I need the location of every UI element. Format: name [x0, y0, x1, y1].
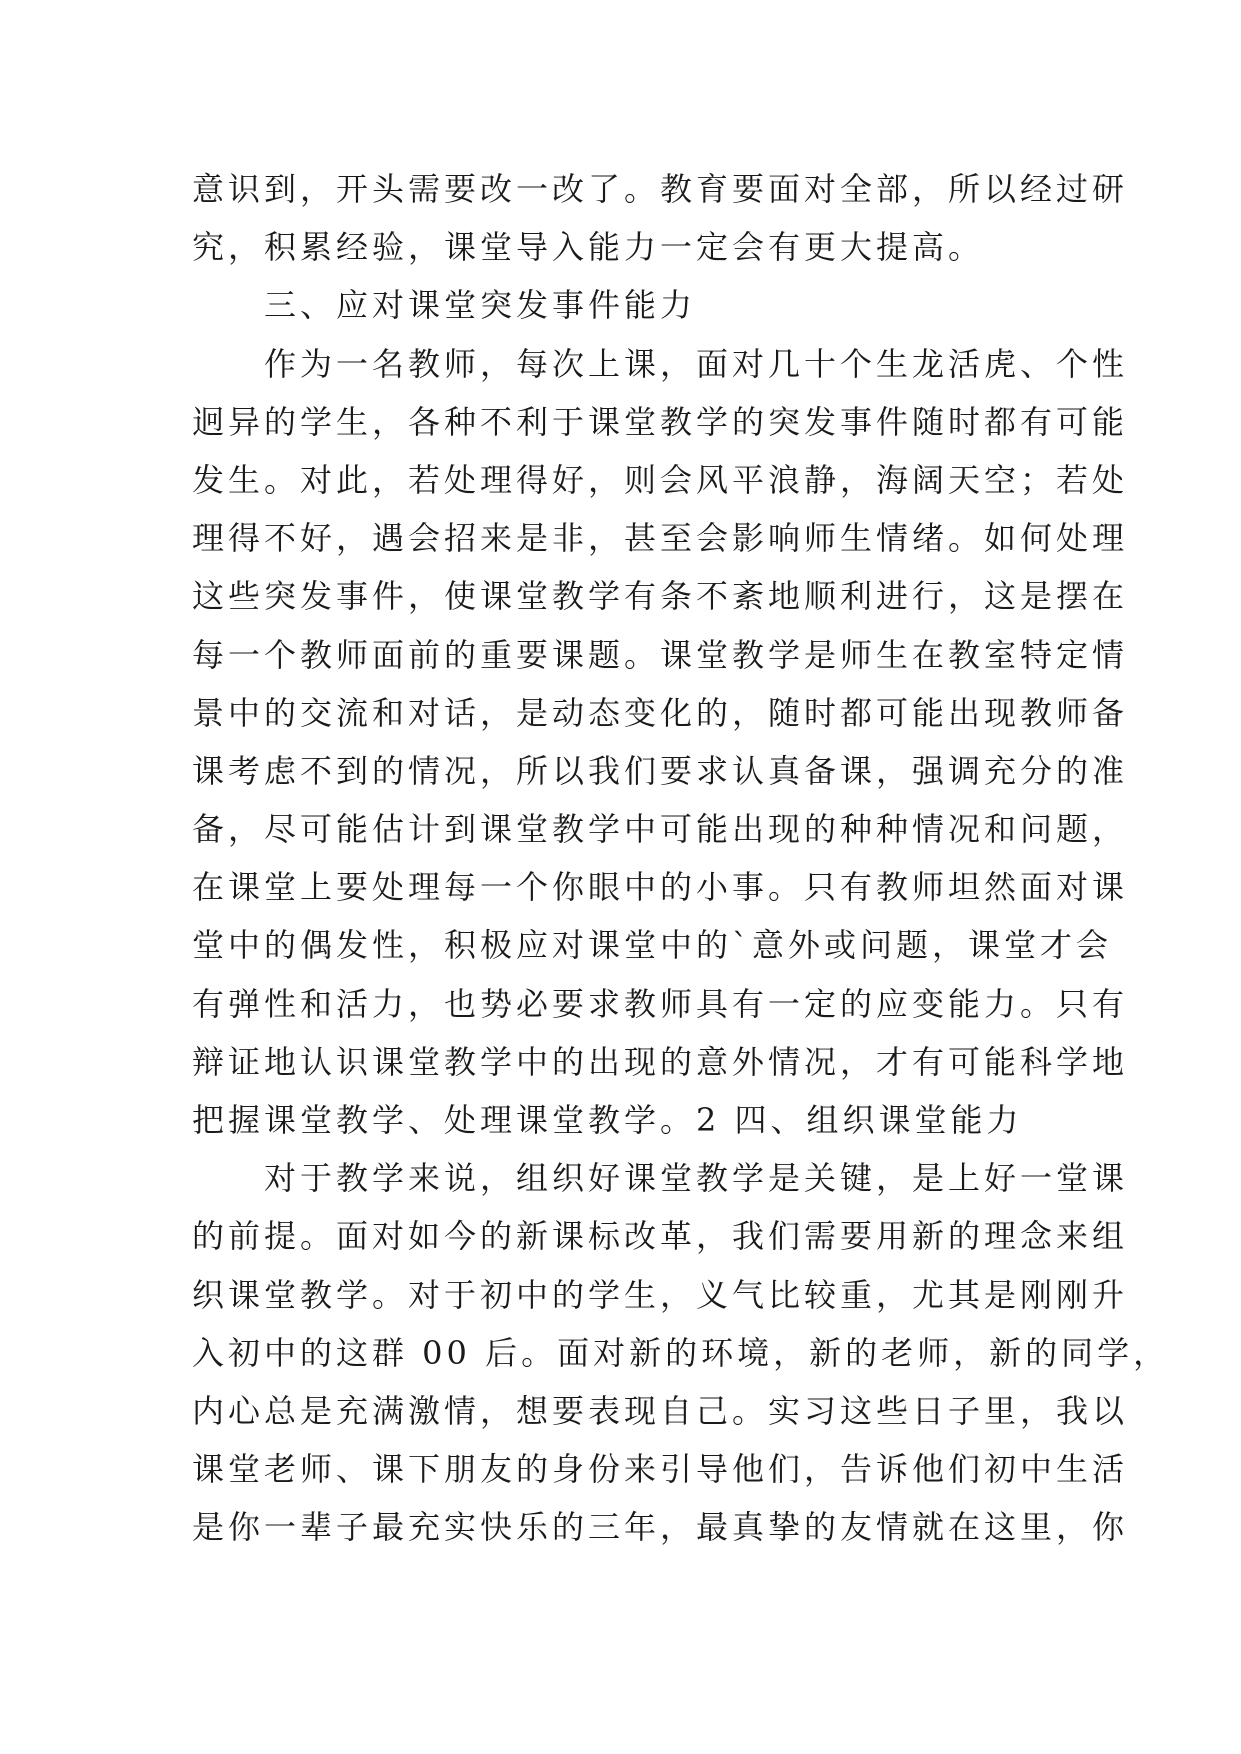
text-line: 对于教学来说，组织好课堂教学是关键，是上好一堂课 [192, 1159, 1129, 1198]
text-line: 备，尽可能估计到课堂教学中可能出现的种种情况和问题， [192, 810, 1129, 849]
section-heading: 三、应对课堂突发事件能力 [192, 286, 697, 325]
body-text [192, 160, 1170, 1557]
text-line: 景中的交流和对话，是动态变化的，随时都可能出现教师备 [192, 693, 1129, 732]
text-line: 在课堂上要处理每一个你眼中的小事。只有教师坦然面对课 [192, 868, 1129, 907]
text-line: 入初中的这群 00 后。面对新的环境，新的老师，新的同学， [192, 1333, 1170, 1372]
text-line: 织课堂教学。对于初中的学生，义气比较重，尤其是刚刚升 [192, 1275, 1129, 1314]
text-line: 辩证地认识课堂教学中的出现的意外情况，才有可能科学地 [192, 1042, 1129, 1081]
text-line: 内心总是充满激情，想要表现自己。实习这些日子里，我以 [192, 1391, 1129, 1430]
text-line: 这些突发事件，使课堂教学有条不紊地顺利进行，这是摆在 [192, 577, 1129, 616]
text-line: 的前提。面对如今的新课标改革，我们需要用新的理念来组 [192, 1217, 1129, 1256]
text-line: 究，积累经验，课堂导入能力一定会有更大提高。 [192, 228, 985, 267]
text-line: 发生。对此，若处理得好，则会风平浪静，海阔天空；若处 [192, 460, 1129, 499]
text-line: 作为一名教师，每次上课，面对几十个生龙活虎、个性 [192, 344, 1129, 383]
text-line: 理得不好，遇会招来是非，甚至会影响师生情绪。如何处理 [192, 519, 1129, 558]
text-line: 每一个教师面前的重要课题。课堂教学是师生在教室特定情 [192, 635, 1129, 674]
text-line: 迥异的学生，各种不利于课堂教学的突发事件随时都有可能 [192, 402, 1129, 441]
text-line: 堂中的偶发性，积极应对课堂中的`意外或问题，课堂才会 [192, 926, 1113, 965]
text-line: 是你一辈子最充实快乐的三年，最真挚的友情就在这里，你 [192, 1508, 1129, 1547]
text-line: 课考虑不到的情况，所以我们要求认真备课，强调充分的准 [192, 751, 1129, 790]
text-line: 把握课堂教学、处理课堂教学。2 四、组织课堂能力 [192, 1101, 1023, 1139]
text-line: 有弹性和活力，也势必要求教师具有一定的应变能力。只有 [192, 984, 1129, 1023]
text-line: 课堂老师、课下朋友的身份来引导他们，告诉他们初中生活 [192, 1450, 1129, 1489]
text-line: 意识到，开头需要改一改了。教育要面对全部，所以经过研 [192, 170, 1129, 208]
